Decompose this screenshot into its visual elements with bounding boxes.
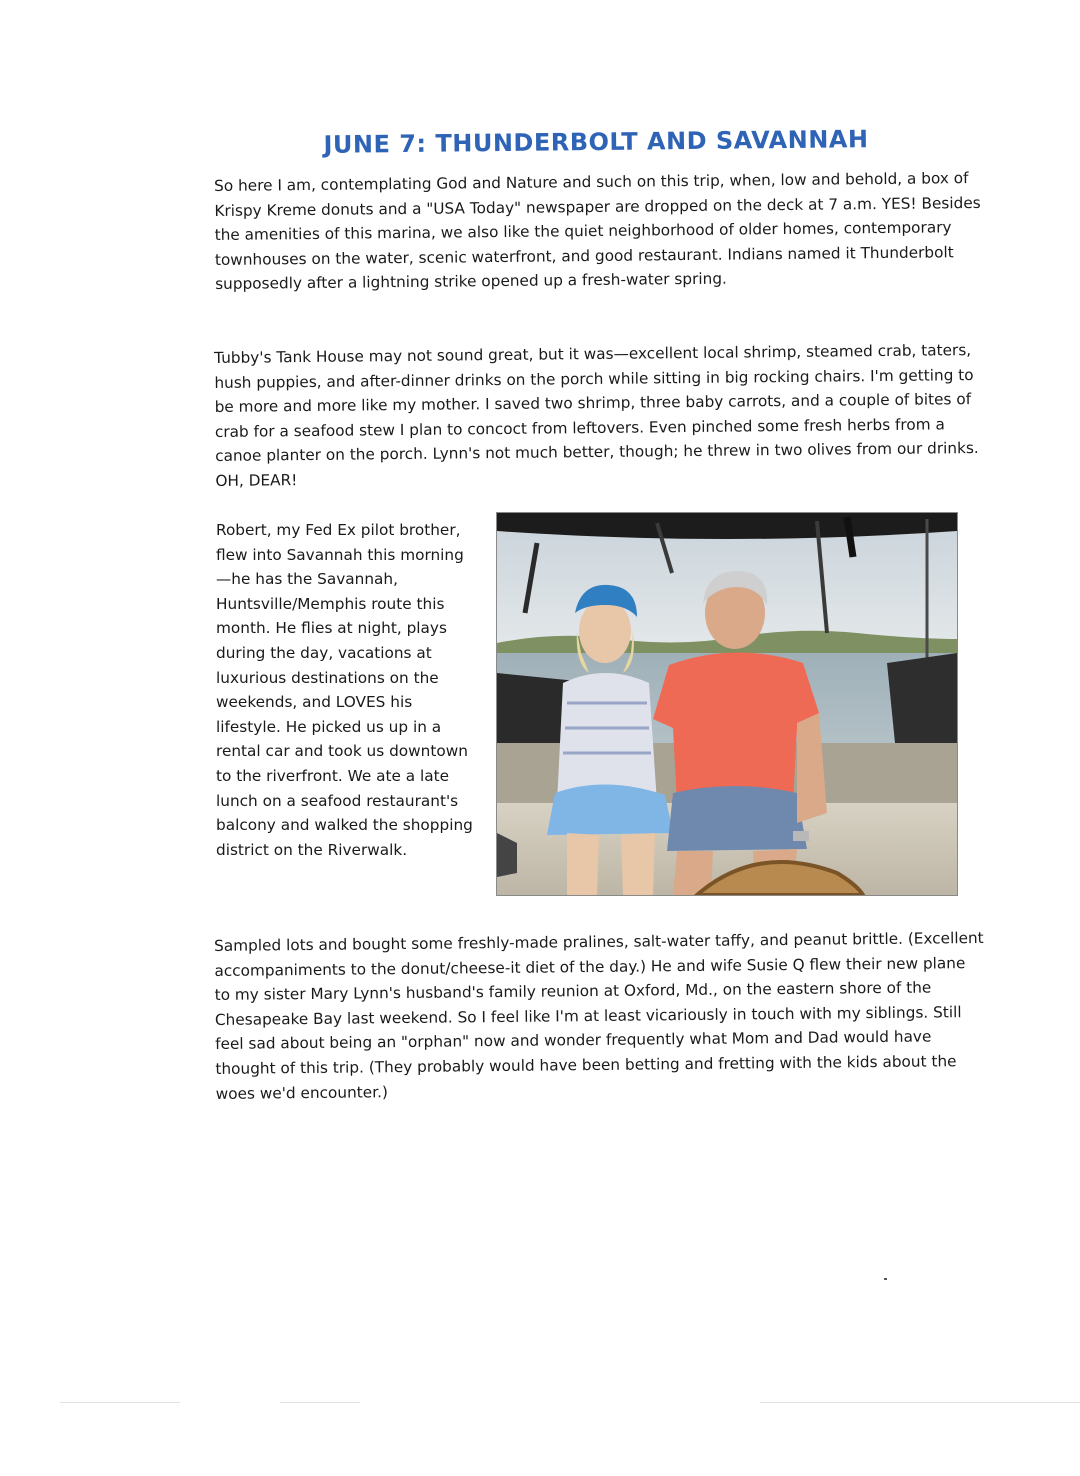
paragraph-tank-house: Tubby's Tank House may not sound great, but it was—excellent local shrimp, steamed crab, taters, hush puppies, and after-dinner drinks on the porch while sitting in big rocking chairs. I'm getting to be more and more like my mother. I saved two shrimp, three baby carrots, and a couple of bites of crab for a seafood stew I plan to concoct from leftovers. Even pinched some fresh herbs from a canoe planter on the porch. Lynn's not much better, though; he threw in two olives from our drinks. OH, DEAR! bbox=[214, 341, 979, 490]
scan-edge-line-left bbox=[60, 1402, 180, 1403]
scan-edge-line-right bbox=[760, 1402, 1080, 1403]
paragraph-robert: Robert, my Fed Ex pilot brother, flew into Savannah this morning—he has the Savannah, Huntsville/Memphis route this month. He flies at night, plays during the day, vacations at luxurious destinations on the weekends, and LOVES his lifestyle. He picked us up in a rental car and took us downtown to the riverfront. We ate a late lunch on a seafood restaurant's balcony and walked the shopping district on the Riverwalk. bbox=[216, 521, 473, 859]
scan-speck bbox=[884, 1278, 887, 1280]
paragraph-marina: So here I am, contemplating God and Nature and such on this trip, when, low and behold, a box of Krispy Kreme donuts and a "USA Today" newspaper are dropped on the deck at 7 a.m. YES! Besides the amenities of this marina, we also like the quiet neighborhood of older homes, contemporary townhouses on the water, scenic waterfront, and good restaurant. Indians named it Thunderbolt supposedly after a lightning strike opened up a fresh-water spring. bbox=[214, 169, 981, 294]
paragraph-sampled: Sampled lots and bought some freshly-made pralines, salt-water taffy, and peanut brittle. (Excellent accompaniments to the donut/cheese-it diet of the day.) He and wife Susie Q flew their new plane to my sister Mary Lynn's husband's family reunion at Oxford, Md., on the eastern shore of the Chesapeake Bay last weekend. So I feel like I'm at least vicariously in touch with my siblings. Still feel sad about being an "orphan" now and wonder frequently what Mom and Dad would have thought of this trip. (They probably would have been betting and fretting with the kids about the woes we'd encounter.) bbox=[214, 928, 984, 1103]
page-title: JUNE 7: THUNDERBOLT AND SAVANNAH bbox=[323, 125, 869, 159]
scan-edge-line-mid bbox=[280, 1402, 360, 1403]
couple-on-boat-photo bbox=[496, 512, 958, 896]
